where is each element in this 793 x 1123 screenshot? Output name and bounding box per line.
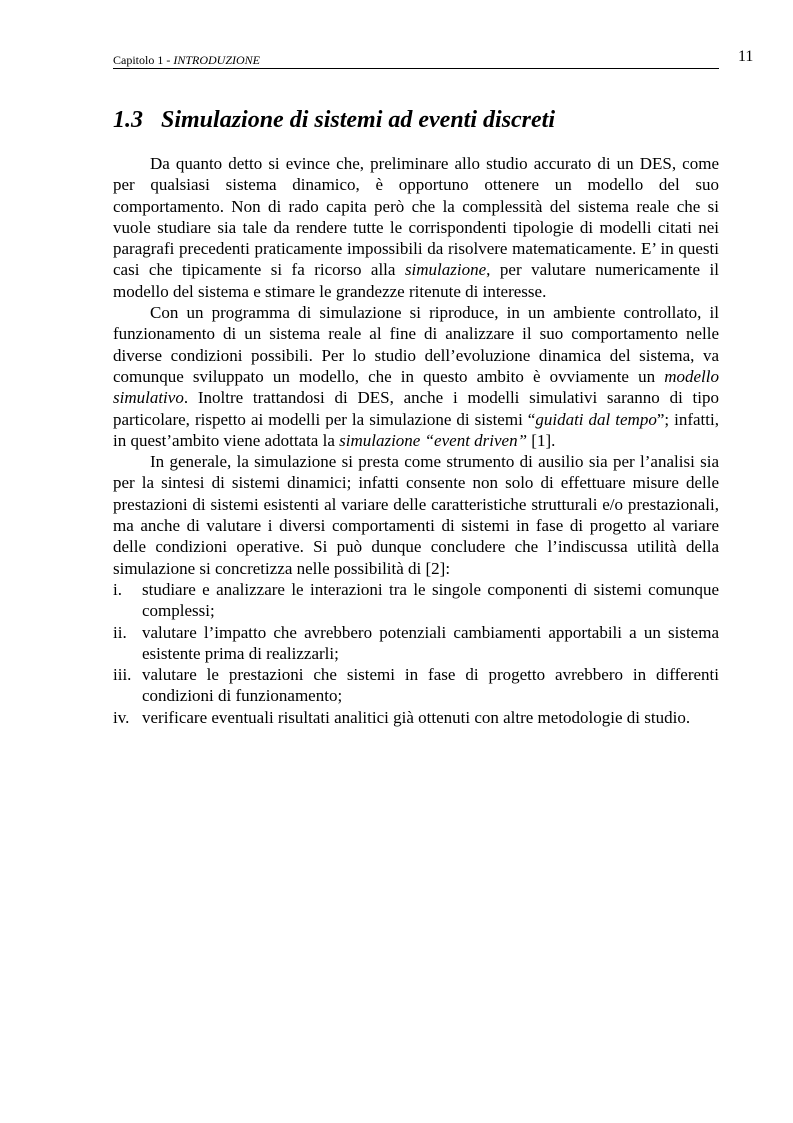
paragraph-3: In generale, la simulazione si presta come strumento di ausilio sia per l’analisi sia per la sintesi di sistemi dinamici; infatti consente non solo di effettuare misure delle prestazioni di sistemi esistenti al variare delle caratteristiche strutturali e/o prestazionali, ma anche di valutare i diversi comportamenti di sistemi in fase di progetto al variare delle condizioni operative. Si può dunque concludere che l’indiscussa utilità della simulazione si concretizza nelle possibilità di [2]: [113, 452, 719, 578]
paragraph-2-text-b: . Inoltre trattandosi di DES, anche i modelli simulativi saranno di tipo particolare, rispetto ai modelli per la simulazione di sistemi “ [113, 388, 719, 429]
chapter-title: INTRODUZIONE [173, 53, 260, 67]
paragraph-2-emphasis-3: simulazione “event driven” [339, 430, 528, 450]
chapter-prefix: Capitolo 1 - [113, 53, 174, 67]
paragraph-1-emphasis: simulazione [404, 260, 487, 280]
paragraph-2 [113, 302, 719, 451]
paragraph-2-text-c: ”; infatti, in quest’ambito viene adottata la [113, 409, 719, 450]
list-marker: ii. [113, 622, 127, 642]
paragraph-2-emphasis-1: modello simulativo [113, 366, 719, 408]
section-title [113, 106, 555, 134]
list-marker: i. [113, 579, 122, 599]
page-number: 11 [738, 48, 754, 65]
paragraph-2-text-d: [1]. [527, 430, 556, 450]
running-header [113, 51, 719, 69]
section-number: 1.3 [113, 107, 143, 133]
list-marker: iv. [113, 707, 130, 727]
list-item-text: valutare l’impatto che avrebbero potenziali cambiamenti apportabili a un sistema esistente prima di realizzarli; [142, 622, 719, 663]
list-item-text: studiare e analizzare le interazioni tra le singole componenti di sistemi comunque complessi; [142, 579, 719, 621]
body-text [113, 153, 719, 728]
possibilities-list [113, 579, 719, 728]
paragraph-1-text-b: , per valutare numericamente il modello del sistema e stimare le grandezze ritenute di interesse. [113, 260, 719, 301]
paragraph-2-text-a: Con un programma di simulazione si riproduce, in un ambiente controllato, il funzionamento di un sistema reale al fine di analizzare il suo comportamento nelle diverse condizioni possibili. Per lo studio dell’evoluzione dinamica del sistema, va comunque sviluppato un modello, che in questo ambito è ovviamente un [113, 303, 719, 386]
paragraph-1-text-a: Da quanto detto si evince che, preliminare allo studio accurato di un DES, come per qualsiasi sistema dinamico, è opportuno ottenere un modello del suo comportamento. Non di rado capita però che la complessità del sistema reale che si vuole studiare sia tale da rendere tutte le corrispondenti tipologie di modelli citati nei paragrafi precedenti praticamente impossibili da risolvere matematicamente. E’ in questi casi che tipicamente si fa ricorso alla [113, 154, 719, 280]
chapter-heading [113, 53, 260, 67]
list-item [113, 707, 719, 728]
list-item-text: verificare eventuali risultati analitici già ottenuti con altre metodologie di studio. [142, 707, 691, 727]
list-item-text: valutare le prestazioni che sistemi in fase di progetto avrebbero in differenti condizioni di funzionamento; [142, 665, 719, 706]
list-item [113, 622, 719, 665]
list-item [113, 579, 719, 622]
paragraph-2-emphasis-2: guidati dal tempo [535, 409, 657, 429]
list-marker: iii. [113, 665, 132, 685]
list-item [113, 664, 719, 707]
section-title-text: Simulazione di sistemi ad eventi discreti [161, 107, 556, 133]
paragraph-1 [113, 153, 719, 302]
